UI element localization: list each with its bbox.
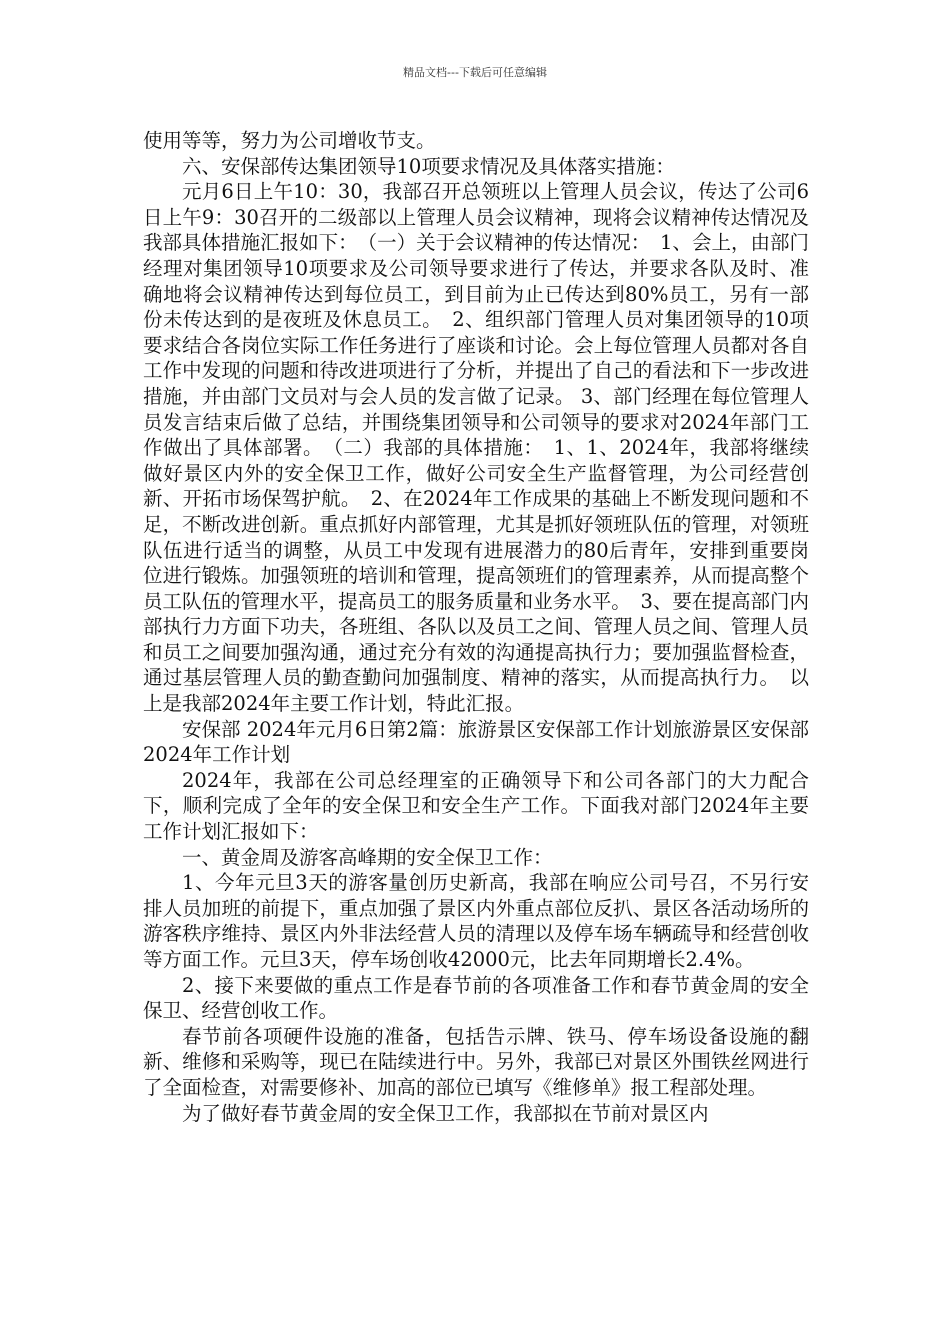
paragraph-8: 2、接下来要做的重点工作是春节前的各项准备工作和春节黄金周的安全保卫、经营创收工作。 (143, 973, 809, 1023)
paragraph-9: 春节前各项硬件设施的准备，包括告示牌、铁马、停车场设备设施的翻新、维修和采购等，现已在陆续进行中。另外，我部已对景区外围铁丝网进行了全面检查，对需要修补、加高的部位已填写《维修单》报工程部处理。 (143, 1024, 809, 1099)
page-header: 精品文档---下载后可任意编辑 (403, 66, 547, 79)
document-body (143, 128, 809, 1126)
paragraph-7: 1、今年元旦3天的游客量创历史新高，我部在响应公司号召，不另行安排人员加班的前提下，重点加强了景区内外重点部位反扒、景区各活动场所的游客秩序维持、景区内外非法经营人员的清理以及停车场车辆疏导和经营创收等方面工作。元旦3天，停车场创收42000元，比去年同期增长2.4%。 (143, 871, 809, 971)
paragraph-3: 元月6日上午10：30，我部召开总领班以上管理人员会议，传达了公司6日上午9：30召开的二级部以上管理人员会议精神，现将会议精神传达情况及我部具体措施汇报如下： （一）关于会议精神的传达情况： 1、会上，由部门经理对集团领导10项要求及公司领导要求进行了传达，并要求各队及时、准确地将会议精神传达到每位员工，到目前为止已传达到80%员工，另有一部份未传达到的是夜班及休息员工。 2、组织部门管理人员对集团领导的10项要求结合各岗位实际工作任务进行了座谈和讨论。会上每位管理人员都对各自工作中发现的问题和待改进项进行了分析，并提出了自己的看法和下一步改进措施，并由部门文员对与会人员的发言做了记录。 3、部门经理在每位管理人员发言结束后做了总结，并围绕集团领导和公司领导的要求对2024年部门工作做出了具体部署。 （二）我部的具体措施： 1、1、2024年，我部将继续做好景区内外的安全保卫工作，做好公司安全生产监督管理，为公司经营创新、开拓市场保驾护航。 2、在2024年工作成果的基础上不断发现问题和不足，不断改进创新。重点抓好内部管理，尤其是抓好领班队伍的管理，对领班队伍进行适当的调整，从员工中发现有进展潜力的80后青年，安排到重要岗位进行锻炼。加强领班的培训和管理，提高领班们的管理素养，从而提高整个员工队伍的管理水平，提高员工的服务质量和业务水平。 3、要在提高部门内部执行力方面下功夫，各班组、各队以及员工之间、管理人员之间、管理人员和员工之间要加强沟通，通过充分有效的沟通提高执行力；要加强监督检查，通过基层管理人员的勤查勤问加强制度、精神的落实，从而提高执行力。 以上是我部2024年主要工作计划，特此汇报。 (143, 180, 809, 716)
paragraph-4: 安保部 2024年元月6日第2篇：旅游景区安保部工作计划旅游景区安保部2024年工作计划 (143, 717, 809, 767)
paragraph-1: 使用等等，努力为公司增收节支。 (143, 129, 436, 152)
paragraph-10: 为了做好春节黄金周的安全保卫工作，我部拟在节前对景区内 (182, 1101, 709, 1125)
paragraph-2: 六、安保部传达集团领导10项要求情况及具体落实措施： (182, 154, 675, 178)
paragraph-5: 2024年，我部在公司总经理室的正确领导下和公司各部门的大力配合下，顺利完成了全年的安全保卫和安全生产工作。下面我对部门2024年主要工作计划汇报如下： (143, 768, 809, 844)
paragraph-6: 一、黄金周及游客高峰期的安全保卫工作： (182, 845, 553, 869)
